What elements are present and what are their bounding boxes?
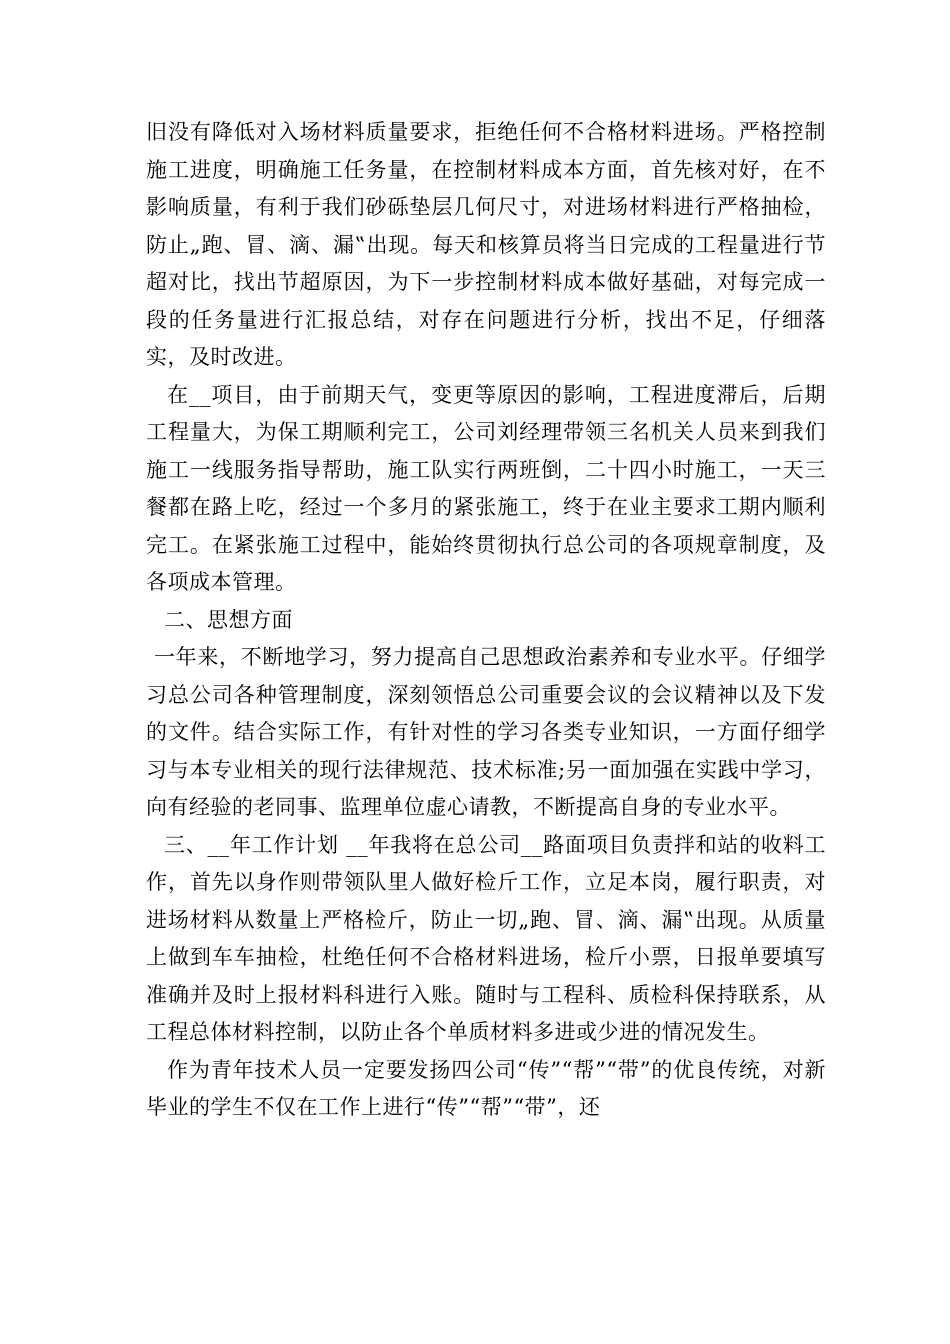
section-heading-thinking: 二、思想方面 xyxy=(164,607,293,632)
document-body xyxy=(146,114,826,1127)
paragraph-study: 一年来，不断地学习，努力提高自己思想政治素养和专业水平。仔细学习总公司各种管理制度，深刻领悟总公司重要会议的会议精神以及下发的文件。结合实际工作，有针对性的学习各类专业知识，一方面仔细学习与本专业相关的现行法律规范、技术标准;另一面加强在实践中学习，向有经验的老同事、监理单位虚心请教，不断提高自身的专业水平。 xyxy=(146,645,826,819)
paragraph-youth-tradition: 作为青年技术人员一定要发扬四公司“传”“帮”“带”的优良传统，对新毕业的学生不仅在工作上进行“传”“帮”“带”，还 xyxy=(146,1057,826,1119)
paragraph-work-plan: 三、__年工作计划 __年我将在总公司__路面项目负责拌和站的收料工作，首先以身作则带领队里人做好检斤工作，立足本岗，履行职责，对进场材料从数量上严格检斤，防止一切„跑、冒、滴、漏‟出现。从质量上做到车车抽检，杜绝任何不合格材料进场，检斤小票，日报单要填写准确并及时上报材料科进行入账。随时与工程科、质检科保持联系，从工程总体材料控制，以防止各个单质材料多进或少进的情况发生。 xyxy=(146,832,826,1044)
paragraph-project-progress: 在__项目，由于前期天气，变更等原因的影响，工程进度滞后，后期工程量大，为保工期顺利完工，公司刘经理带领三名机关人员来到我们施工一线服务指导帮助，施工队实行两班倒，二十四小时施工，一天三餐都在路上吃，经过一个多月的紧张施工，终于在业主要求工期内顺利完工。在紧张施工过程中，能始终贯彻执行总公司的各项规章制度，及各项成本管理。 xyxy=(146,382,826,594)
paragraph-materials-control: 旧没有降低对入场材料质量要求，拒绝任何不合格材料进场。严格控制施工进度，明确施工任务量，在控制材料成本方面，首先核对好，在不影响质量，有利于我们砂砾垫层几何尺寸，对进场材料进行严格抽检，防止„跑、冒、滴、漏‟出现。每天和核算员将当日完成的工程量进行节超对比，找出节超原因，为下一步控制材料成本做好基础，对每完成一段的任务量进行汇报总结，对存在问题进行分析，找出不足，仔细落实，及时改进。 xyxy=(146,120,826,369)
